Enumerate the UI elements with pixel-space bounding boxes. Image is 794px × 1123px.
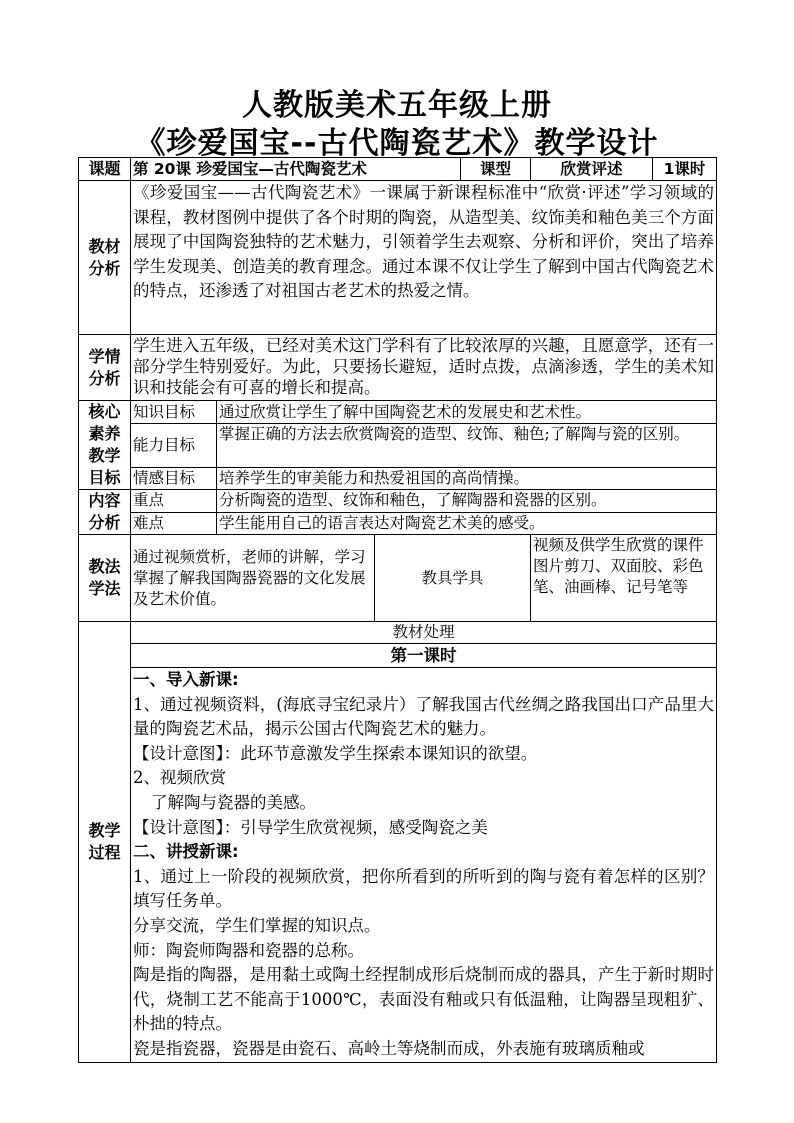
textbook-analysis-label: 教材 分析 xyxy=(79,181,131,335)
process-body xyxy=(131,668,717,1063)
emotion-goal-text: 培养学生的审美能力和热爱祖国的高尚情操。 xyxy=(217,467,717,489)
difficulty-label: 难点 xyxy=(131,512,217,535)
topic-value: 第 20课 珍爱国宝—古代陶瓷艺术 xyxy=(131,158,461,181)
process-line: 了解陶与瓷器的美感。 xyxy=(151,792,316,812)
knowledge-goal-label: 知识目标 xyxy=(131,401,217,424)
method-label: 教法 学法 xyxy=(79,535,131,622)
process-line: 1、通过上一阶段的视频欣赏，把你所看到的所听到的陶与瓷有着怎样的区别？ 填写任务单。 xyxy=(133,866,714,911)
process-line: 师：陶瓷师陶器和瓷器的总称。 xyxy=(133,940,364,960)
process-label: 教学 过程 xyxy=(79,622,131,1063)
topic-label: 课题 xyxy=(79,158,131,181)
goals-label: 核心 素养 教学 目标 xyxy=(79,401,131,490)
document-title-line2: 《珍爱国宝--古代陶瓷艺术》教学设计 xyxy=(135,126,659,161)
method-text: 通过视频赏析，老师的讲解，学习掌握了解我国陶器瓷器的文化发展及艺术价值。 xyxy=(131,535,375,622)
document-title-line1: 人教版美术五年级上册 xyxy=(242,88,552,123)
emotion-goal-label: 情感目标 xyxy=(131,467,217,489)
lesson-hours: 1课时 xyxy=(653,158,717,181)
lesson-plan-table xyxy=(78,157,717,1063)
process-line: 一、导入新课: xyxy=(133,670,239,689)
textbook-analysis-text: 《珍爱国宝——古代陶瓷艺术》一课属于新课程标准中“欣赏·评述”学习领域的课程，教材图例中提供了各个时期的陶瓷，从造型美、纹饰美和釉色美三个方面展现了中国陶瓷独特的艺术魅力，引领着学生去观察、分析和评价，突出了培养学生发现美、创造美的教育理念。通过本课不仅让学生了解到中国古代陶瓷艺术的特点，还渗透了对祖国古老艺术的热爱之情。 xyxy=(131,181,717,335)
ability-goal-label: 能力目标 xyxy=(131,424,217,467)
process-line: 1、通过视频资料，(海底寻宝纪录片）了解我国古代丝绸之路我国出口产品里大量的陶瓷艺术品，揭示公国古代陶瓷艺术的魅力。 xyxy=(133,694,714,739)
process-line: 二、讲授新课: xyxy=(133,842,239,862)
key-point-label: 重点 xyxy=(131,490,217,513)
process-line: 瓷是指瓷器，瓷器是由瓷石、高岭土等烧制而成，外表施有玻璃质釉或 xyxy=(133,1038,645,1058)
process-line: 陶是指的陶器，是用黏土或陶土经捏制成形后烧制而成的器具，产生于新时期时代，烧制工艺不能高于1000℃，表面没有釉或只有低温釉，让陶器呈现粗犷、朴拙的特点。 xyxy=(133,965,714,1034)
lesson-number: 第一课时 xyxy=(131,644,717,668)
content-analysis-label: 内容 分析 xyxy=(79,490,131,535)
student-analysis-label: 学情 分析 xyxy=(79,335,131,401)
knowledge-goal-text: 通过欣赏让学生了解中国陶瓷艺术的发展史和艺术性。 xyxy=(217,401,717,424)
process-header: 教材处理 xyxy=(131,622,717,644)
student-analysis-text: 学生进入五年级，已经对美术这门学科有了比较浓厚的兴趣，且愿意学，还有一部分学生特别爱好。为此，只要扬长避短，适时点拨，点滴渗透，学生的美术知识和技能会有可喜的增长和提高。 xyxy=(131,335,717,401)
key-point-text: 分析陶瓷的造型、纹饰和釉色，了解陶器和瓷器的区别。 xyxy=(217,490,717,513)
process-line: 【设计意图】：此环节意激发学生探索本课知识的欲望。 xyxy=(133,743,538,763)
difficulty-text: 学生能用自己的语言表达对陶瓷艺术美的感受。 xyxy=(217,512,717,535)
lesson-type-value: 欣赏评述 xyxy=(531,158,653,181)
tools-text: 视频及供学生欣赏的课件图片剪刀、双面胶、彩色笔、油画棒、记号笔等 xyxy=(531,535,717,622)
process-line: 2、视频欣赏 xyxy=(133,768,226,788)
tools-label: 教具学具 xyxy=(375,535,531,622)
lesson-type-label: 课型 xyxy=(461,158,531,181)
ability-goal-text: 掌握正确的方法去欣赏陶瓷的造型、纹饰、釉色;了解陶与瓷的区别。 xyxy=(217,424,717,467)
process-line: 【设计意图】：引导学生欣赏视频，感受陶瓷之美 xyxy=(133,817,488,837)
process-line: 分享交流，学生们掌握的知识点。 xyxy=(133,915,381,935)
